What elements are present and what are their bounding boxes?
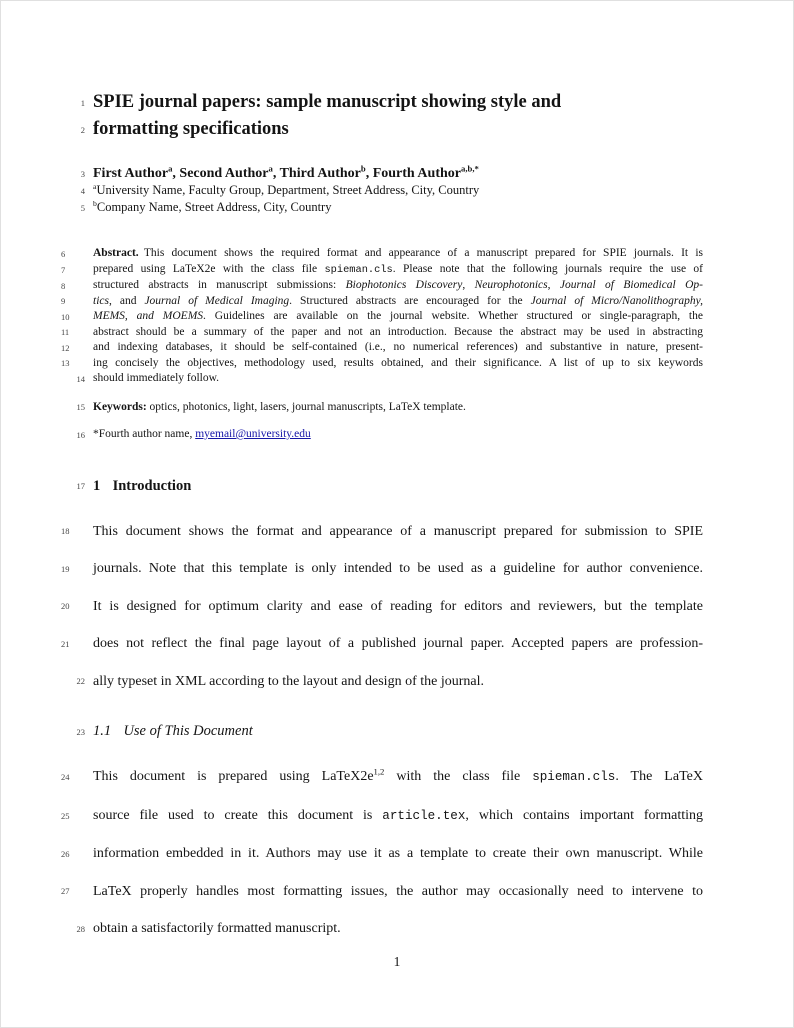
abstract <box>61 246 704 387</box>
text-segment: It is designed for optimum clarity and ease of reading for editors and reviewers, but the template <box>93 598 703 614</box>
line-8 <box>61 278 704 294</box>
line-27 <box>61 873 703 911</box>
subsection-heading-use-of-this-document <box>76 722 703 741</box>
line-number: 26 <box>61 848 70 859</box>
text-segment: 1 <box>93 477 101 494</box>
text-segment: tics <box>93 294 109 307</box>
text-segment: Biophotonics Discovery <box>345 279 463 291</box>
line-22 <box>76 663 703 701</box>
line-number: 19 <box>61 563 70 574</box>
line-5 <box>80 198 703 216</box>
use-of-document-paragraph <box>61 758 703 948</box>
text-segment: First Author <box>93 166 169 181</box>
line-21 <box>61 625 703 663</box>
line-number: 13 <box>61 358 70 368</box>
text-segment: with the class file <box>384 769 533 784</box>
line-number: 18 <box>61 526 70 536</box>
text-segment: Company Name, Street Address, City, Country <box>96 200 332 214</box>
line-number: 15 <box>76 402 85 412</box>
text-segment: Neurophotonics <box>474 279 548 291</box>
author-note <box>76 427 703 443</box>
text-segment: does not reflect the final page layout of a published journal paper. Accepted papers are profession- <box>93 636 703 651</box>
text-segment: , Third Author <box>272 166 361 181</box>
line-3 <box>80 163 703 182</box>
text-segment: and indexing databases, it should be self-contained (i.e., no numerical references) and substantive in nature, present- <box>93 341 703 353</box>
text-segment: a <box>268 163 273 174</box>
text-segment: , Second Author <box>172 166 269 181</box>
line-16 <box>76 427 703 443</box>
text-segment: , <box>462 279 475 291</box>
line-number: 2 <box>80 124 85 135</box>
text-segment: This document shows the format and appearance of a manuscript prepared for submission to SPIE <box>93 523 703 539</box>
line-23 <box>76 722 703 741</box>
line-12 <box>61 340 703 356</box>
line-19 <box>61 550 703 588</box>
line-number: 10 <box>61 311 70 322</box>
line-20 <box>61 588 703 626</box>
text-segment: a,b,* <box>461 163 479 174</box>
line-number: 3 <box>80 168 85 179</box>
text-segment: Use of This Document <box>123 723 253 739</box>
line-11 <box>61 325 703 341</box>
text-segment: journals. Note that this template is only intended to be used as a guideline for author convenience. <box>93 561 703 576</box>
line-number: 8 <box>61 280 66 291</box>
text-segment: . The LaTeX <box>615 769 703 784</box>
line-number: 22 <box>76 676 85 686</box>
line-number: 1 <box>80 97 85 108</box>
text-segment: *Fourth author name, <box>93 428 196 440</box>
text-segment: ally typeset in XML according to the layout and design of the journal. <box>93 673 484 689</box>
text-segment: b <box>360 163 366 174</box>
text-segment: structured abstracts in manuscript submissions: <box>93 279 346 291</box>
manuscript-body <box>61 89 704 948</box>
text-segment: information embedded in it. Authors may use it as a template to create their own manuscript. While <box>93 846 703 861</box>
line-number: 9 <box>61 296 66 306</box>
line-number: 23 <box>76 726 85 737</box>
line-18 <box>61 513 703 551</box>
line-number: 11 <box>61 327 70 337</box>
line-number: 17 <box>76 480 85 491</box>
text-segment: abstract should be a summary of the paper and not an introduction. Because the abstract may be used in abstracting <box>93 325 703 338</box>
section-heading-introduction <box>76 477 703 496</box>
line-number: 4 <box>80 185 85 196</box>
text-segment: LaTeX properly handles most formatting issues, the author may occasionally need to intervene to <box>93 883 703 899</box>
line-2 <box>80 116 703 143</box>
line-10 <box>61 309 703 325</box>
line-1 <box>80 89 703 116</box>
text-segment: , <box>547 279 560 291</box>
text-segment: This document shows the required format and appearance of a manuscript prepared for SPIE journals. It is <box>143 247 703 259</box>
line-number: 20 <box>61 601 70 611</box>
line-number: 28 <box>76 923 85 934</box>
text-segment: . Structured abstracts are encouraged for the <box>289 294 531 307</box>
paper-title <box>80 89 703 143</box>
line-number: 6 <box>61 248 66 259</box>
line-number: 7 <box>61 264 66 275</box>
line-number: 16 <box>76 429 85 440</box>
line-15 <box>76 400 703 416</box>
text-segment: MEMS, and MOEMS <box>93 310 204 322</box>
line-number: 12 <box>61 342 70 353</box>
text-segment: obtain a satisfactorily formatted manuscript. <box>93 921 341 936</box>
email-link[interactable]: myemail@university.edu <box>195 428 311 440</box>
line-13 <box>61 356 703 372</box>
text-segment: . Please note that the following journals require the use of <box>392 262 703 275</box>
text-segment: SPIE journal papers: sample manuscript showing style and <box>93 92 562 112</box>
line-4 <box>80 181 703 199</box>
line-number: 5 <box>80 202 85 213</box>
text-segment: should immediately follow. <box>93 372 220 384</box>
line-28 <box>76 910 703 948</box>
author-list <box>80 163 703 182</box>
text-segment: optics, photonics, light, lasers, journal manuscripts, LaTeX template. <box>146 400 466 413</box>
line-17 <box>76 477 703 496</box>
line-number: 21 <box>61 638 70 649</box>
text-segment: a <box>93 181 97 191</box>
page-number: 1 <box>393 954 401 969</box>
text-segment: prepared using LaTeX2e with the class file <box>93 262 325 275</box>
text-segment: a <box>168 163 173 174</box>
text-segment: ing concisely the objectives, methodology used, results obtained, and their significance. A list of up to six keywords <box>93 356 703 369</box>
text-segment: article.tex <box>382 808 466 823</box>
text-segment: Journal of Medical Imaging <box>144 294 290 307</box>
line-number: 14 <box>76 373 85 384</box>
text-segment: . Guidelines are available on the journal website. Whether structured or single-paragraph, the <box>203 310 703 322</box>
line-number: 24 <box>61 772 70 782</box>
text-segment: source file used to create this document is <box>93 807 383 823</box>
text-segment: Journal of Micro/Nanolithography, <box>530 294 703 307</box>
text-segment: Abstract. <box>93 247 139 259</box>
text-segment: Introduction <box>112 477 192 494</box>
text-segment: spieman.cls <box>324 263 393 276</box>
text-segment: , and <box>108 294 145 307</box>
text-segment: This document is prepared using LaTeX2e <box>93 769 374 784</box>
text-segment: , which contains important formatting <box>465 807 703 823</box>
keywords <box>76 400 703 416</box>
text-segment: Keywords: <box>93 400 147 413</box>
line-14 <box>76 371 703 387</box>
text-segment: University Name, Faculty Group, Department, Street Address, City, Country <box>96 183 480 197</box>
text-segment: , Fourth Author <box>365 166 461 181</box>
affiliations <box>80 181 703 216</box>
text-segment: spieman.cls <box>532 770 616 784</box>
line-number: 25 <box>61 810 70 821</box>
line-6 <box>61 246 703 262</box>
text-segment: 1.1 <box>93 723 112 739</box>
introduction-paragraph <box>61 513 703 701</box>
line-24 <box>61 758 703 797</box>
line-7 <box>61 262 703 279</box>
text-segment: Journal of Biomedical Op- <box>559 279 704 291</box>
text-segment: b <box>93 198 97 208</box>
line-9 <box>61 294 703 310</box>
line-number: 27 <box>61 886 70 896</box>
line-26 <box>61 835 703 873</box>
line-25 <box>61 797 703 836</box>
text-segment: formatting specifications <box>93 119 289 139</box>
text-segment: 1,2 <box>373 766 385 777</box>
